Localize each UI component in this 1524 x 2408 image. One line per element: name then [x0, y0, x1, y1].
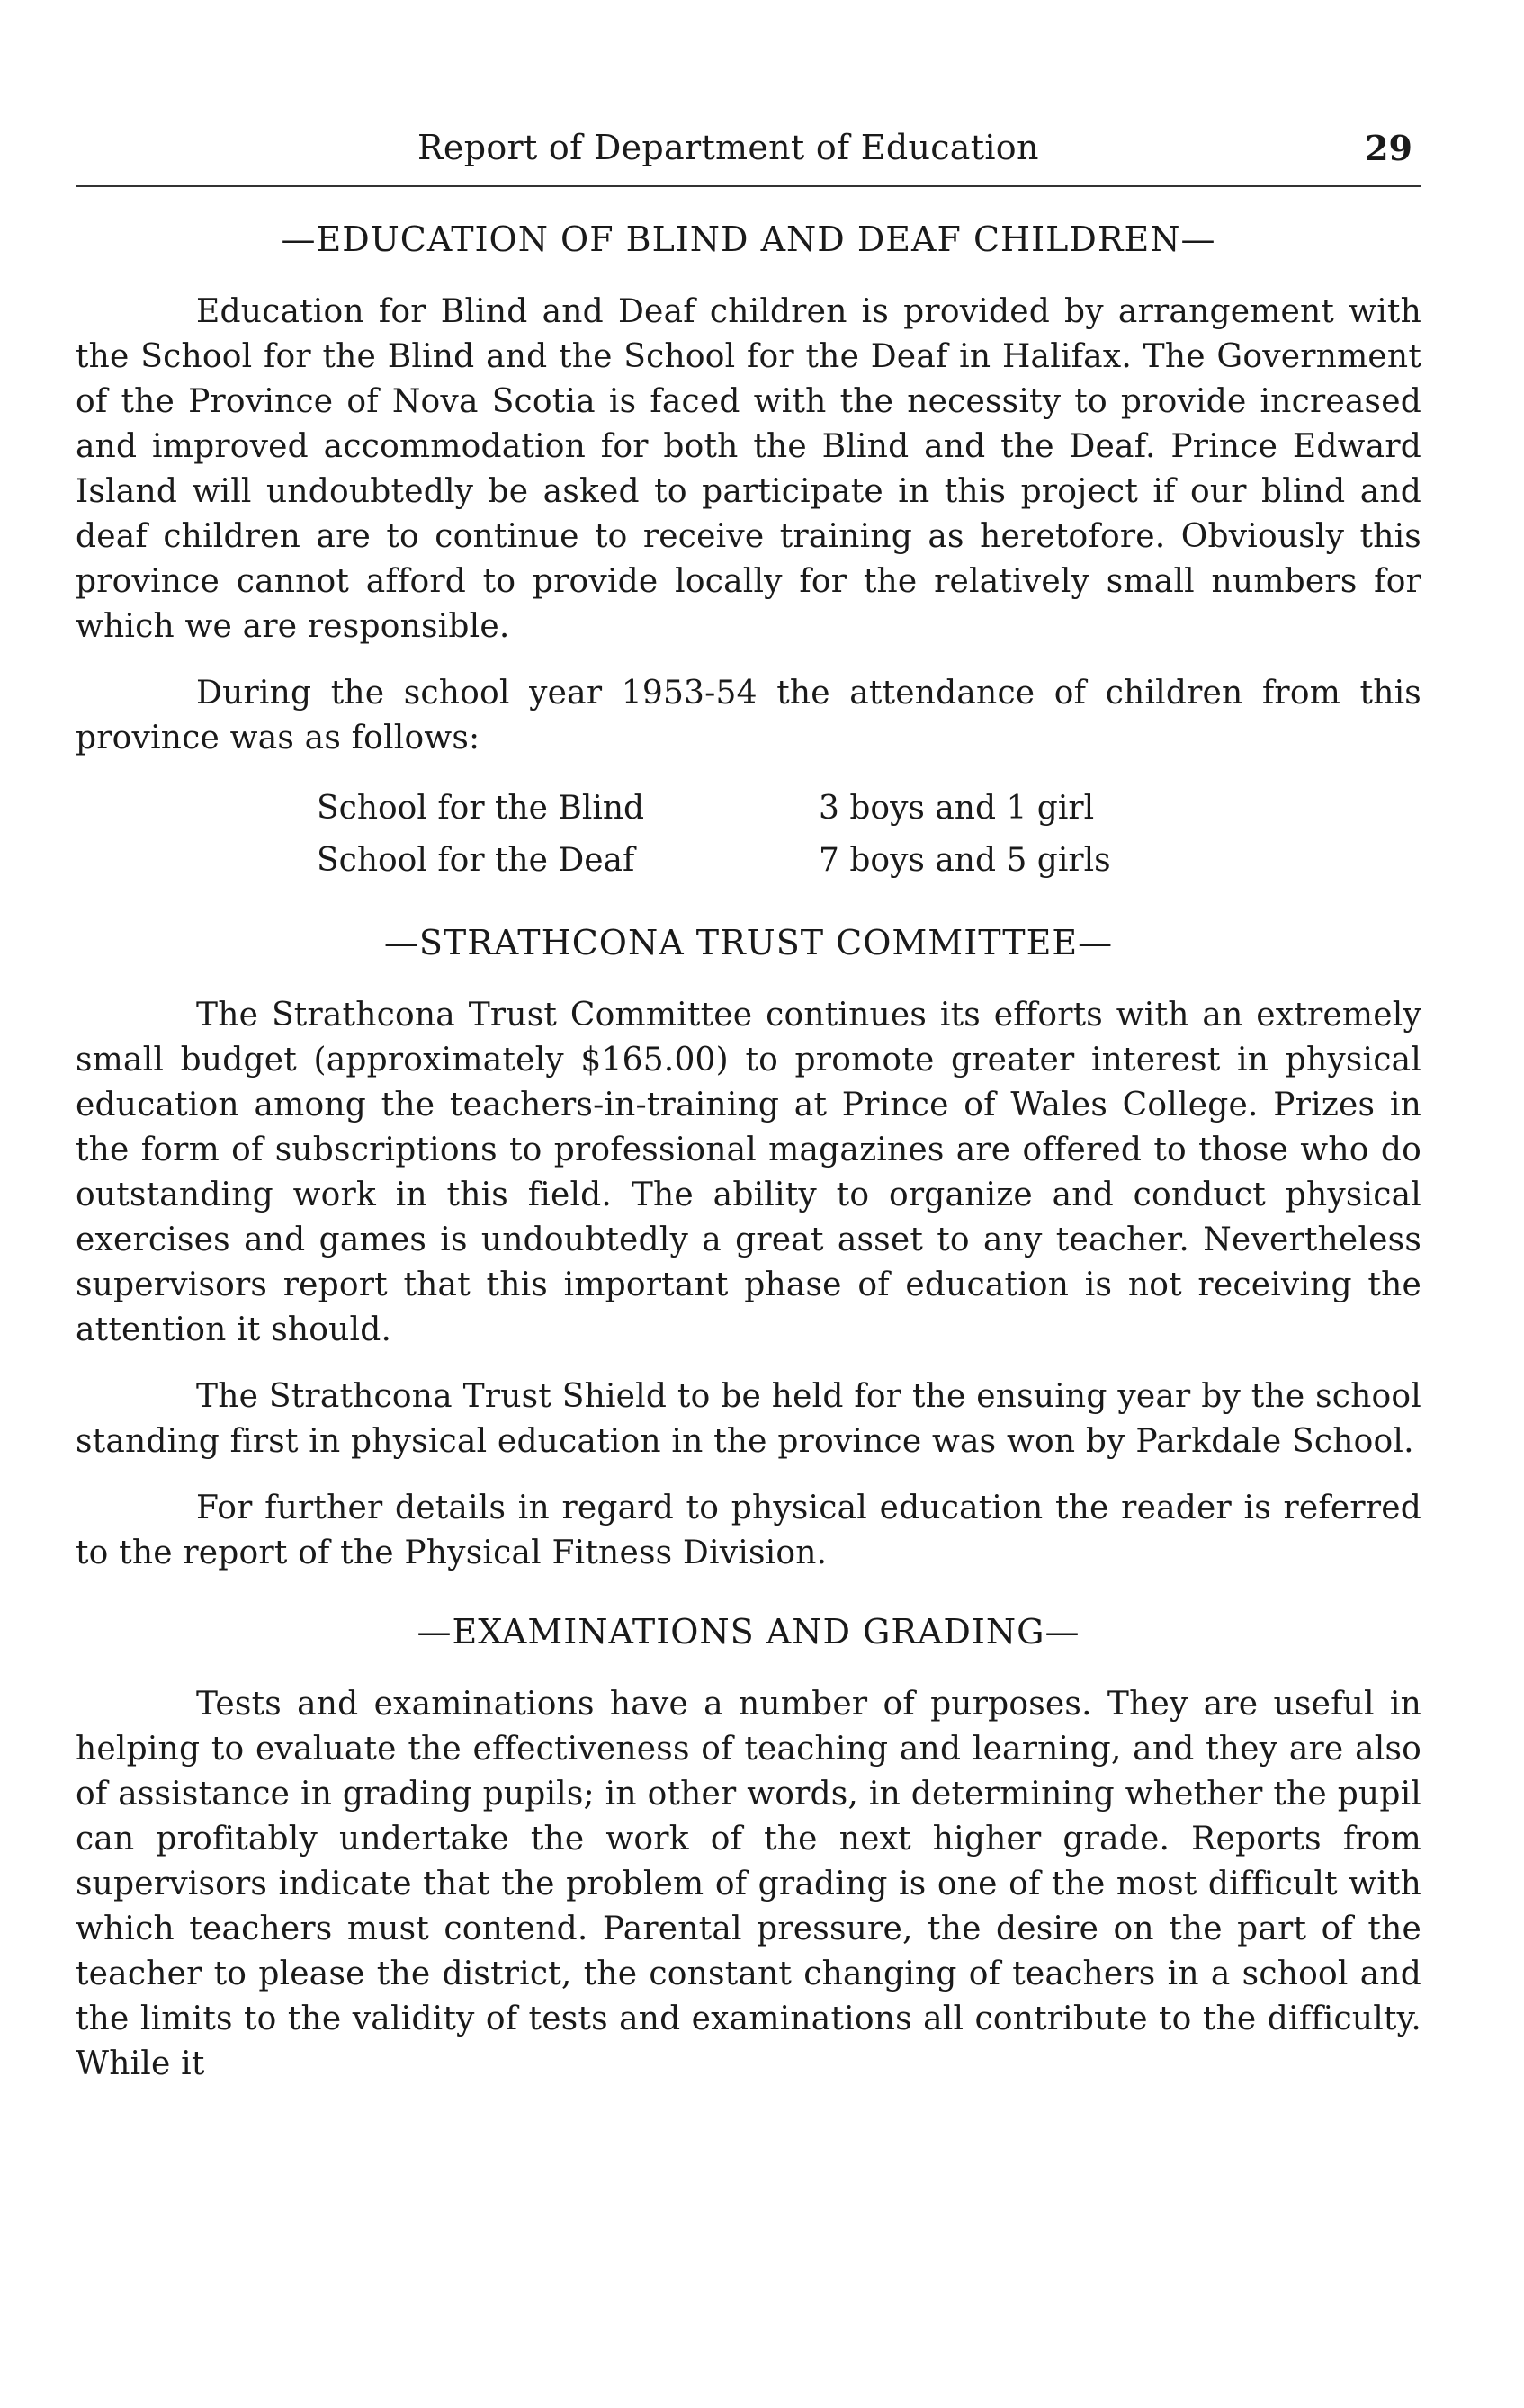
section-heading-strathcona: —STRATHCONA TRUST COMMITTEE—: [383, 923, 1114, 962]
section-heading-blind-deaf: —EDUCATION OF BLIND AND DEAF CHILDREN—: [281, 219, 1216, 259]
paragraph: The Strathcona Trust Shield to be held for the ensuing year by the school standing first in physical education in the province was won by Parkdale School.: [76, 1378, 1421, 1460]
attendance-table: [317, 783, 1216, 887]
section-heading-examinations: —EXAMINATIONS AND GRADING—: [417, 1612, 1080, 1652]
attendance-count: 3 boys and 1 girl: [819, 790, 1095, 827]
attendance-row: [317, 835, 1216, 887]
attendance-school: School for the Deaf: [317, 842, 635, 879]
attendance-count: 7 boys and 5 girls: [819, 842, 1111, 879]
running-header: [76, 128, 1421, 173]
attendance-school: School for the Blind: [317, 790, 645, 827]
paragraph: The Strathcona Trust Committee continues its efforts with an extremely small budget (approximately $165.00) to promote greater interest in physical education among the teachers-in-training at Prince of Wales College. Prizes in the form of subscriptions to professional magazines are offered to those who do outstanding work in this field. The ability to organize and conduct physical exercises and games is undoubtedly a great asset to any teacher. Nevertheless supervisors report that this important phase of education is not receiving the attention it should.: [76, 997, 1421, 1348]
header-rule: [76, 185, 1421, 187]
page-content: [76, 219, 1421, 2087]
running-title: Report of Department of Education: [417, 128, 1039, 167]
paragraph: During the school year 1953-54 the attendance of children from this province was as follows:: [76, 675, 1421, 756]
paragraph: For further details in regard to physical education the reader is referred to the report of the Physical Fitness Division.: [76, 1490, 1421, 1571]
page-number: 29: [1365, 128, 1412, 168]
attendance-row: [317, 783, 1216, 835]
paragraph: Tests and examinations have a number of purposes. They are useful in helping to evaluate the effectiveness of teaching and learning, and they are also of assistance in grading pupils; in other words, in determining whether the pupil can profitably undertake the work of the next higher grade. Reports from supervisors indicate that the problem of grading is one of the most difficult with which teachers must contend. Parental pressure, the desire on the part of the teacher to please the district, the constant changing of teachers in a school and the limits to the validity of tests and examinations all contribute to the difficulty. While it: [76, 1686, 1421, 2082]
paragraph: Education for Blind and Deaf children is provided by arrangement with the School for the Blind and the School for the Deaf in Halifax. The Government of the Province of Nova Scotia is faced with the necessity to provide increased and improved accommodation for both the Blind and the Deaf. Prince Edward Island will undoubtedly be asked to participate in this project if our blind and deaf children are to continue to receive training as heretofore. Obviously this province cannot afford to provide locally for the relatively small numbers for which we are responsible.: [76, 293, 1421, 645]
